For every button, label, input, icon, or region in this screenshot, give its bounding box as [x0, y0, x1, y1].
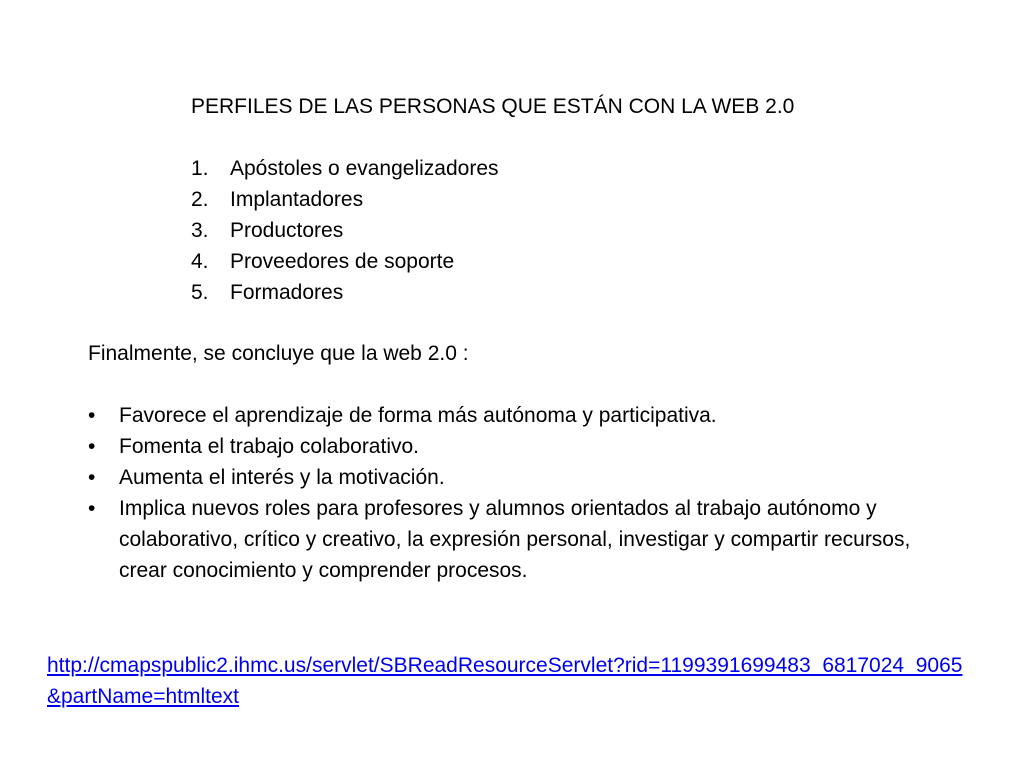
list-item [191, 277, 794, 308]
list-item-label: Apóstoles o evangelizadores [230, 157, 499, 180]
bullet-icon: • [88, 466, 96, 489]
list-item-label: Productores [230, 219, 344, 242]
bullet-text: Implica nuevos roles para profesores y alumnos orientados al trabajo autónomo y colaborativo, crítico y creativo, la expresión personal, investigar y compartir recursos, crear conocimiento y comprender procesos. [119, 497, 911, 582]
conclusion-lead: Finalmente, se concluye que la web 2.0 : [88, 342, 469, 365]
list-item [191, 215, 794, 246]
bullet-item [88, 462, 934, 493]
bullet-icon: • [88, 404, 96, 427]
list-item [191, 184, 794, 215]
bullet-text: Fomenta el trabajo colaborativo. [119, 435, 419, 458]
list-item-number: 3. [191, 219, 209, 242]
list-item-number: 4. [191, 250, 209, 273]
bullet-item [88, 431, 934, 462]
bullet-icon: • [88, 435, 96, 458]
list-item [191, 246, 794, 277]
list-item-number: 1. [191, 157, 209, 180]
spacer [191, 122, 794, 153]
bullet-icon: • [88, 497, 96, 520]
list-item [191, 153, 794, 184]
bullet-text: Favorece el aprendizaje de forma más autónoma y participativa. [119, 404, 717, 427]
source-link[interactable]: http://cmapspublic2.ihmc.us/servlet/SBReadResourceServlet?rid=1199391699483_6817024_9065&partName=htmltext [47, 654, 963, 708]
list-item-label: Formadores [230, 281, 344, 304]
conclusion-section [88, 338, 934, 586]
list-item-label: Implantadores [230, 188, 364, 211]
list-item-number: 2. [191, 188, 209, 211]
spacer [88, 369, 934, 400]
profiles-title: PERFILES DE LAS PERSONAS QUE ESTÁN CON LA WEB 2.0 [191, 95, 795, 118]
profiles-section [191, 91, 794, 308]
conclusion-list [88, 400, 934, 586]
bullet-item [88, 400, 934, 431]
bullet-item [88, 493, 934, 586]
bullet-text: Aumenta el interés y la motivación. [119, 466, 445, 489]
list-item-number: 5. [191, 281, 209, 304]
list-item-label: Proveedores de soporte [230, 250, 455, 273]
profiles-list [191, 153, 794, 308]
